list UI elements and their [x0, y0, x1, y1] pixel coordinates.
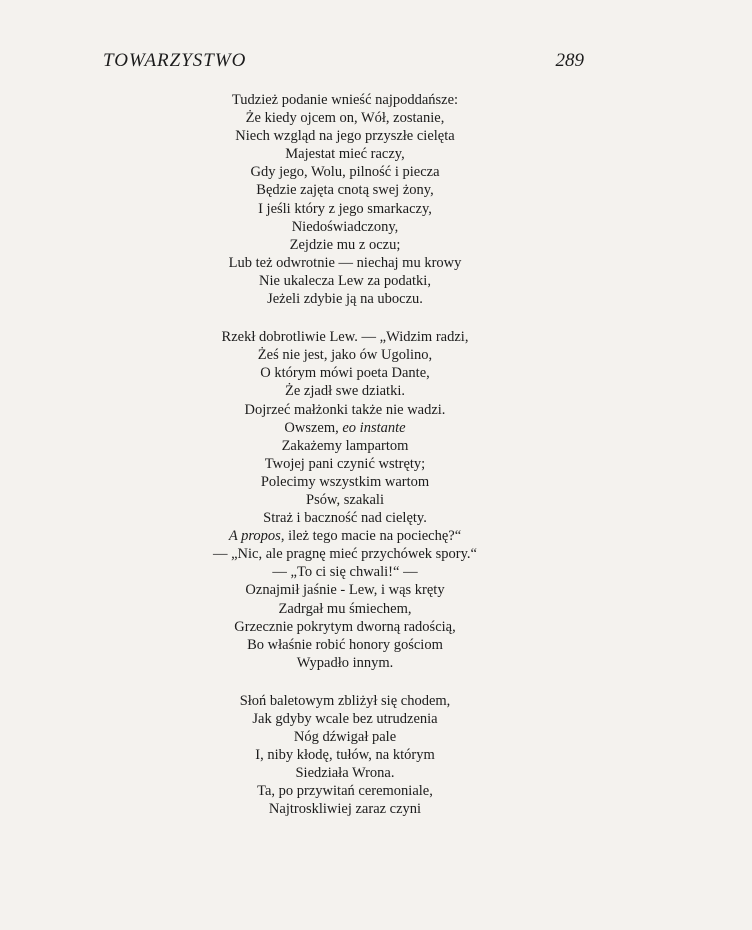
verse-line: Tudzież podanie wnieść najpoddańsze: [231, 92, 459, 108]
verse-line: Dojrzeć małżonki także nie wadzi. [244, 401, 446, 418]
verse-line: Będzie zajęta cnotą swej żony, [256, 182, 434, 199]
verse-line: Majestat mieć raczy, [285, 146, 405, 163]
verse-line: Oznajmił jaśnie - Lew, i wąs kręty [245, 582, 445, 599]
verse-line: Ta, po przywitań ceremoniale, [257, 783, 433, 800]
verse-line: Niedoświadczony, [291, 218, 399, 235]
verse-line: Żeś nie jest, jako ów Ugolino, [257, 347, 433, 364]
verse-line: Zadrgał mu śmiechem, [278, 600, 412, 617]
verse-line: Bo właśnie robić honory gościom [247, 636, 443, 653]
verse-line: Że kiedy ojcem on, Wół, zostanie, [245, 110, 445, 127]
verse-line: Jak gdyby wcale bez utrudzenia [252, 711, 438, 727]
verse-line: Wypadło innym. [296, 654, 394, 671]
verse-line: Zakażemy lampartom [281, 437, 409, 454]
stanza-3 [150, 692, 540, 819]
verse-line: — „To ci się chwali!“ — [272, 564, 418, 581]
stanza-2 [150, 328, 540, 672]
verse-line: Zejdzie mu z oczu; [289, 236, 401, 253]
verse-line: Lub też odwrotnie — niechaj mu krowy [228, 254, 462, 271]
verse-line: Polecimy wszystkim wartom [260, 473, 430, 490]
verse-line: Słoń baletowym zbliżył się chodem, [239, 692, 451, 709]
french-phrase: A propos [228, 528, 281, 545]
verse-line: Rzekł dobrotliwie Lew. — „Widzim radzi, [221, 329, 469, 346]
verse-line: I jeśli który z jego smarkaczy, [258, 200, 432, 217]
poem-text [150, 91, 540, 819]
running-header-title: TOWARZYSTWO [103, 50, 247, 71]
verse-line: Gdy jego, Wolu, pilność i piecza [250, 164, 440, 181]
verse-line: Jeżeli zdybie ją na uboczu. [267, 291, 423, 308]
verse-line: Niech wzgląd na jego przyszłe cielęta [235, 128, 455, 145]
verse-line: I, niby kłodę, tułów, na którym [255, 747, 435, 764]
verse-text: Owszem, [284, 419, 343, 436]
verse-line: Psów, szakali [306, 491, 384, 508]
verse-line: Nie ukalecza Lew za podatki, [259, 272, 431, 289]
verse-text: , ileż tego macie na pociechę?“ [280, 528, 462, 545]
verse-line: Nóg dźwigał pale [293, 729, 397, 746]
verse-line: Siedziała Wrona. [295, 765, 395, 782]
verse-line: — „Nic, ale pragnę mieć przychówek spory.“ [213, 546, 477, 563]
verse-line: Straż i baczność nad cielęty. [263, 510, 427, 527]
stanza-1 [150, 91, 540, 308]
latin-phrase: eo instante [342, 419, 406, 436]
verse-line: O którym mówi poeta Dante, [260, 365, 430, 382]
verse-line-eo-instante [150, 419, 540, 437]
verse-line: Twojej pani czynić wstręty; [264, 455, 426, 472]
verse-line-a-propos [150, 527, 540, 545]
verse-line: Najtroskliwiej zaraz czyni [268, 801, 422, 818]
page-number: 289 [555, 50, 584, 71]
verse-line: Grzecznie pokrytym dworną radością, [234, 618, 456, 635]
verse-line: Że zjadł swe dziatki. [285, 383, 405, 400]
